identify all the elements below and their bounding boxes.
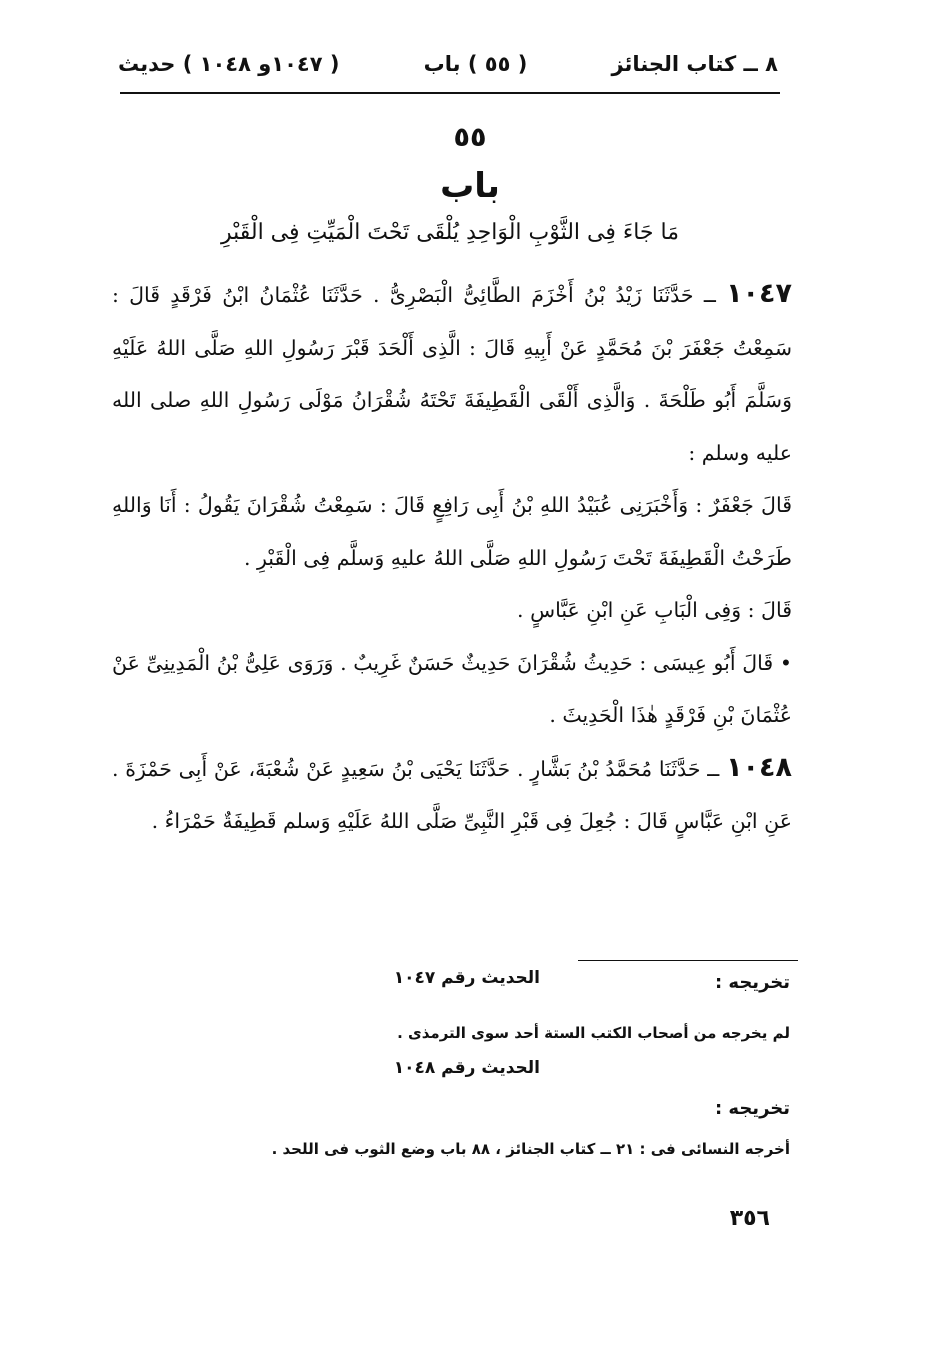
chapter-number: ٥٥ (453, 122, 487, 153)
chapter-title: مَا جَاءَ فِى الثَّوْبِ الْوَاحِدِ يُلْقَى تَحْتَ الْمَيِّتِ فِى الْقَبْرِ (220, 220, 680, 245)
header-rule (120, 92, 780, 94)
main-text (112, 268, 792, 848)
hadith-1047-jafar-paragraph: قَالَ جَعْفَرٌ : وَأَخْبَرَنِى عُبَيْدُ اللهِ بْنُ أَبِى رَافِعٍ قَالَ : سَمِعْتُ شُقْرَانَ يَقُولُ : أَنَا وَاللهِ طَرَحْتُ الْقَطِيفَةَ تَحْتَ رَسُولِ اللهِ صَلَّى اللهُ عليهِ وَسلَّم فِى الْقَبْرِ . (112, 493, 792, 570)
hadith-1048-text: ــ حَدَّثَنَا مُحَمَّدُ بْنُ بَشَّارٍ . حَدَّثَنَا يَحْيَى بْنُ سَعِيدٍ عَنْ شُعْبَةَ، عَنْ أَبِى حَمْزَةَ . عَنِ ابْنِ عَبَّاسٍ قَالَ : جُعِلَ فِى قَبْرِ النَّبِىِّ صَلَّى اللهُ عَلَيْهِ وَسلم قَطِيفَةٌ حَمْرَاءُ . (112, 756, 792, 833)
header-hadith-range: ( ١٠٤٧و ١٠٤٨ ) حديث (118, 52, 340, 76)
page-number: ٣٥٦ (729, 1206, 770, 1231)
hadith-1047-chapter-note: قَالَ : وَفِى الْبَابِ عَنِ ابْنِ عَبَّاسٍ . (517, 598, 792, 622)
hadith-number-1048: ١٠٤٨ (726, 751, 792, 783)
chapter-label: باب (440, 166, 500, 206)
header-chapter: ( ٥٥ ) باب (423, 52, 528, 76)
note-text-1048: أخرجه النسائى فى : ٢١ ــ كتاب الجنائز ، ٨٨ باب وضع الثوب فى اللحد . (271, 1140, 790, 1158)
takhrij-heading-1047: تخريجه : (714, 972, 790, 993)
header-book-title: ٨ ــ كتاب الجنائز (611, 52, 778, 76)
hadith-1048-paragraph (112, 742, 792, 848)
note-ref-1047: الحديث رقم ١٠٤٧ (393, 968, 540, 988)
footnotes (210, 958, 790, 1158)
hadith-number-1047: ١٠٤٧ (726, 278, 792, 309)
takhrij-heading-1048: تخريجه : (714, 1098, 790, 1119)
hadith-1047-text: ــ حَدَّثَنَا زَيْدُ بْنُ أَخْزَمَ الطَّائِىُّ الْبَصْرِىُّ . حَدَّثَنَا عُثْمَانُ ابْنُ فَرْقَدٍ قَالَ : سَمِعْتُ جَعْفَرَ بْنَ مُحَمَّدٍ عَنْ أَبِيهِ قَالَ : الَّذِى أَلْحَدَ قَبْرَ رَسُولِ اللهِ صَلَّى اللهُ عَلَيْهِ وَسَلَّمَ أَبُو طَلْحَةَ . وَالَّذِى أَلْقَى الْقَطِيفَةَ تَحْتَهُ شُقْرَانُ مَوْلَى رَسُولِ اللهِ صلى الله عليه وسلم : (112, 283, 792, 465)
hadith-1047-abu-isa-paragraph: • قَالَ أَبُو عِيسَى : حَدِيثُ شُقْرَانَ حَدِيثٌ حَسَنٌ غَرِيبٌ . وَرَوَى عَلِىُّ بْنُ الْمَدِينِىِّ عَنْ عُثْمَانَ بْنِ فَرْقَدٍ هٰذَا الْحَدِيثَ . (112, 650, 792, 727)
hadith-1047-paragraph (112, 268, 792, 479)
note-ref-1048: الحديث رقم ١٠٤٨ (393, 1058, 540, 1078)
note-text-1047: لم يخرجه من أصحاب الكتب الستة أحد سوى الترمذى . (397, 1024, 790, 1042)
running-header (118, 44, 778, 84)
